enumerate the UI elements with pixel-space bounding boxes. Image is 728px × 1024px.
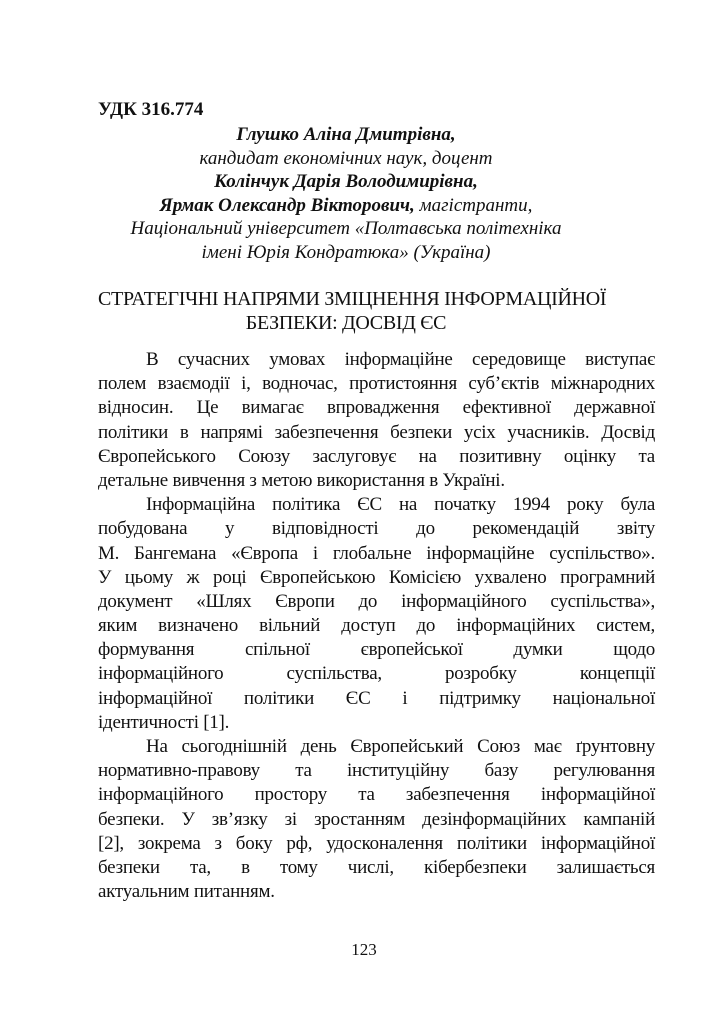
article-body xyxy=(98,348,655,904)
body-line: нормативно-правову та інституційну базу регулювання xyxy=(98,760,655,782)
body-line: політики в напрямі забезпечення безпеки усіх учасників. Досвід xyxy=(98,421,655,443)
title-line: СТРАТЕГІЧНІ НАПРЯМИ ЗМІЦНЕННЯ ІНФОРМАЦІЙНОЇ xyxy=(98,288,607,310)
title-line: БЕЗПЕКИ: ДОСВІД ЄС xyxy=(245,311,447,334)
body-line: [2], зокрема з боку рф, удосконалення політики інформаційної xyxy=(98,832,655,854)
body-line: документ «Шлях Європи до інформаційного суспільства», xyxy=(98,590,655,612)
body-line: формування спільної європейської думки щодо xyxy=(98,639,655,661)
body-line: детальне вивчення з метою використання в Україні. xyxy=(98,469,505,491)
body-line: В сучасних умовах інформаційне середовище виступає xyxy=(146,349,655,370)
affiliation: Національний університет «Полтавська політехніка xyxy=(130,218,562,240)
author-title: магістранти, xyxy=(414,194,533,216)
body-line: ідентичності [1]. xyxy=(98,711,230,733)
author-name: Глушко Аліна Дмитрівна, xyxy=(236,124,456,145)
body-line: безпеки та, в тому числі, кібербезпеки залишається xyxy=(98,856,655,878)
body-line: інформаційного суспільства, розробку концепції xyxy=(98,663,655,685)
author-name: Колінчук Дарія Володимирівна, xyxy=(214,171,478,193)
affiliation: імені Юрія Кондратюка» (Україна) xyxy=(201,241,491,263)
body-line: Інформаційна політика ЄС на початку 1994 року була xyxy=(146,494,655,516)
body-line: М. Бангемана «Європа і глобальне інформаційне суспільство». xyxy=(98,542,655,564)
author-name: Ярмак Олександр Вікторович, xyxy=(159,194,415,216)
author-line xyxy=(98,194,594,218)
body-line: безпеки. У зв’язку зі зростанням дезінформаційних кампаній xyxy=(98,808,655,830)
author-title: кандидат економічних наук, доцент xyxy=(199,147,493,169)
article-title xyxy=(98,288,607,335)
body-line: На сьогоднішній день Європейський Союз має ґрунтовну xyxy=(146,736,655,757)
udk-code: УДК 316.774 xyxy=(98,99,204,120)
body-line: яким визначено вільний доступ до інформаційних систем, xyxy=(98,615,655,637)
body-line: побудована у відповідності до рекомендацій звіту xyxy=(98,518,655,540)
authors-block xyxy=(98,123,594,265)
body-line: Європейського Союзу заслуговує на позитивну оцінку та xyxy=(98,445,655,467)
body-line: відносин. Це вимагає впровадження ефективної державної xyxy=(98,397,655,419)
page-number: 123 xyxy=(351,940,377,959)
body-line: полем взаємодії і, водночас, протистояння суб’єктів міжнародних xyxy=(98,373,655,395)
body-line: інформаційного простору та забезпечення інформаційної xyxy=(98,784,655,806)
body-line: інформаційної політики ЄС і підтримку національної xyxy=(98,687,655,709)
body-line: У цьому ж році Європейською Комісією ухвалено програмний xyxy=(98,566,655,588)
body-line: актуальним питанням. xyxy=(98,881,275,903)
